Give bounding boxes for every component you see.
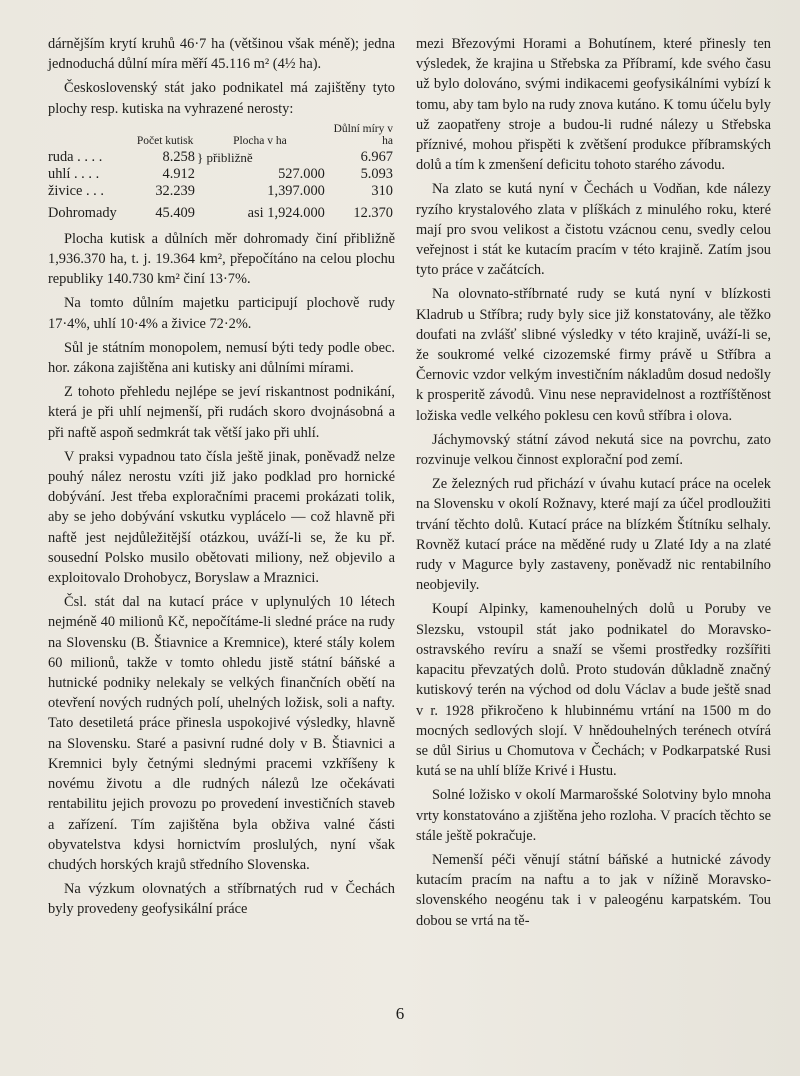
paragraph: Ze železných rud přichází v úvahu kutací práce na ocelek na Slovensku v okolí Rožnavy, které mají za účel prodloužiti trvání těchto dolů. Kutací práce na blízkém Štítníku selhaly. Rovněž kutací práce na měděné rudy u Zlaté Idy a na zlaté rudy v Magurce byly zastaveny, poněvadž nic rentabilního neobjevily. [416, 476, 771, 594]
paragraph: dárnějším krytí kruhů 46·7 ha (většinou však méně); jedna jednoduchá důlní míra měří 45.116 m² (4½ ha). [48, 36, 395, 73]
mines-cell: 310 [371, 182, 393, 199]
table-total-row [48, 200, 393, 224]
area-cell: 1,397.000 [267, 182, 325, 199]
paragraph: Sůl je státním monopolem, nemusí býti tedy podle obec. hor. zákona zajištěna ani kutisky ani důlními mírami. [48, 339, 395, 377]
mining-areas-table [48, 123, 395, 224]
paragraph: Na tomto důlním majetku participují plochově rudy 17·4%, uhlí 10·4% a živice 72·2%. [48, 295, 395, 332]
total-note: asi [247, 204, 264, 221]
note-text: přibližně [206, 149, 253, 165]
note-cell: } přibližně [196, 149, 253, 165]
count-cell: 8.258 [162, 148, 195, 165]
table-row [48, 183, 393, 200]
total-mines: 12.370 [353, 204, 393, 221]
paragraph: Solné ložisko v okolí Marmarošské Solotviny bylo mnoha vrty konstatováno a zjištěna jeho rozloha. V pracích těchto se stále ještě pokračuje. [416, 787, 771, 844]
table-row [48, 149, 393, 166]
page-number: 6 [395, 1004, 405, 1023]
paragraph: V praksi vypadnou tato čísla ještě jinak, poněvadž nelze pouhý nález nerostu vzíti již jako podklad pro hornické dobývání. Jest třeba exploračními pracemi prokázati tolik, aby se jeho dobývání vskutku vyplácelo — což hlavně při naftě jest nejdůležitější otázkou, uváží-li se, že ku př. sousední Polsko musilo obětovati miliony, než objevilo a exploitovalo Drohobycz, Boryslaw a Mraznici. [48, 448, 395, 587]
total-label: Dohromady [48, 204, 117, 221]
mines-cell: 6.967 [360, 148, 393, 165]
paragraph: Čsl. stát dal na kutací práce v uplynulých 10 létech nejméně 40 milionů Kč, nepočítáme-li sledné práce na rudy na Slovensku (B. Štiavnice a Kremnice), které stály kolem 60 milionů, takže v tomto ohledu jistě státní báňské a hutnické podniky nelekaly se velkých finančních obětí na otevření nových rudných polí, uhelných ložisk, soli a nafty. Tato desetiletá práce přinesla uspokojivé výsledky, hlavně na Slovensku. Staré a pasivní rudné doly v B. Štiavnici a Kremnici byly četnými slednými pracemi vzkříšeny k novému životu a dle rudných nálezů lze očekávati rentabilitu jejich provozu po provedení investičních staveb a zařízení. Tím zajištěna byla obživa valné části obyvatelstva kdysi hornictvím proslulých, nyní však chudých horských krajů středního Slovenska. [48, 594, 395, 873]
table-header: Důlní míry v ha [333, 122, 393, 147]
table-row [48, 166, 393, 183]
paragraph: Na olovnato-stříbrnaté rudy se kutá nyní v blízkosti Kladrub u Stříbra; rudy byly sice již konstatovány, ale těžko doufati na zvlášť slibné výsledky v této krajině, uváží-li se, že soukromé velké cizozemské firmy právě u Stříbra a Černovic vzdor velkým investičním nákladům dosud nedošly k prosperitě závodů. Vinu nese nepravidelnost a roztříštěnost ložiska vedle velkého poklesu cen kovů stříbra i olova. [416, 286, 771, 424]
count-cell: 32.239 [155, 182, 195, 199]
paragraph: Na zlato se kutá nyní v Čechách u Vodňan, kde nálezy ryzího krystalového zlata v plíškách z minulého roku, které mají pro svou velikost a čistotu vzácnou cenu, svedly celou veřejnost i stát ke kutacím pracím v této krajině. Zatím jsou tyto práce v začátcích. [416, 181, 771, 279]
paragraph: Jáchymovský státní závod nekutá sice na povrchu, zato rozvinuje velkou činnost explorační pod zemí. [416, 431, 771, 469]
total-area-cell [195, 200, 325, 224]
right-column [416, 34, 771, 935]
left-column [48, 34, 395, 924]
row-label: živice . . . [48, 182, 104, 199]
paragraph: Na výzkum olovnatých a stříbrnatých rud v Čechách byly provedeny geofysikální práce [48, 881, 395, 918]
area-cell: 527.000 [278, 165, 325, 182]
paragraph: Plocha kutisk a důlních měr dohromady činí přibližně 1,936.370 ha, t. j. 19.364 km², přepočítáno na celou plochu republiky 140.730 km² činí 13·7%. [48, 230, 395, 288]
table-header: Počet kutisk [136, 134, 194, 147]
total-area: 1,924.000 [267, 204, 325, 221]
paragraph: Československý stát jako podnikatel má zajištěny tyto plochy resp. kutiska na vyhrazené nerosty: [48, 80, 395, 117]
table-header [48, 123, 135, 149]
count-cell: 4.912 [162, 165, 195, 182]
paragraph: Koupí Alpinky, kamenouhelných dolů u Poruby ve Slezsku, vstoupil stát jako podnikatel do Moravsko-ostravského revíru a snaží se všemi prostředky rozšířiti kapacitu převzatých dolů. Proto studován důkladně značný kutiskový terén na východ od dolu Václav a bude ještě snad v r. 1928 přikročeno k hlubinnému vrtání na 1500 m do mocných sedlových slojí. V hnědouhelných terénech otvírá se důl Sirius u Chomutova v Čechách; v Podkarpatské Rusi kutá se na uhlí blíže Krivé i Hustu. [416, 601, 771, 780]
table-header: Plocha v ha [233, 134, 287, 147]
row-label: ruda . . . . [48, 148, 103, 165]
mines-cell: 5.093 [360, 165, 393, 182]
paragraph: mezi Březovými Horami a Bohutínem, které přinesly ten výsledek, že krajina u Střebska za Příbramí, kde svého času už bylo dolováno, svými indikacemi geofysikálními vybízí k tomu, aby tam bylo na rudy znova kutáno. K tomu účelu byly už zaopatřeny stroje a budou-li rudné nálezy u Střebska příznivé, mohou přispěti k zvětšení produkce příbramských dolů a tím k zmenšení deficitu tohoto starého závodu. [416, 36, 771, 174]
paragraph: Nemenší péči věnují státní báňské a hutnické závody kutacím pracím na naftu a to jak v nížině Moravsko-slovenského neogénu tak i v paleogénu karpatském. Tou dobou se vrtá na tě- [416, 851, 771, 929]
table-header-row [48, 123, 393, 149]
paragraph: Z tohoto přehledu nejlépe se jeví riskantnost podnikání, která je při uhlí nejmenší, při rudách skoro dvojnásobná a při naftě aspoň sedmkrát tak větší jako při uhlí. [48, 384, 395, 441]
total-count: 45.409 [155, 204, 195, 221]
row-label: uhlí . . . . [48, 165, 100, 182]
